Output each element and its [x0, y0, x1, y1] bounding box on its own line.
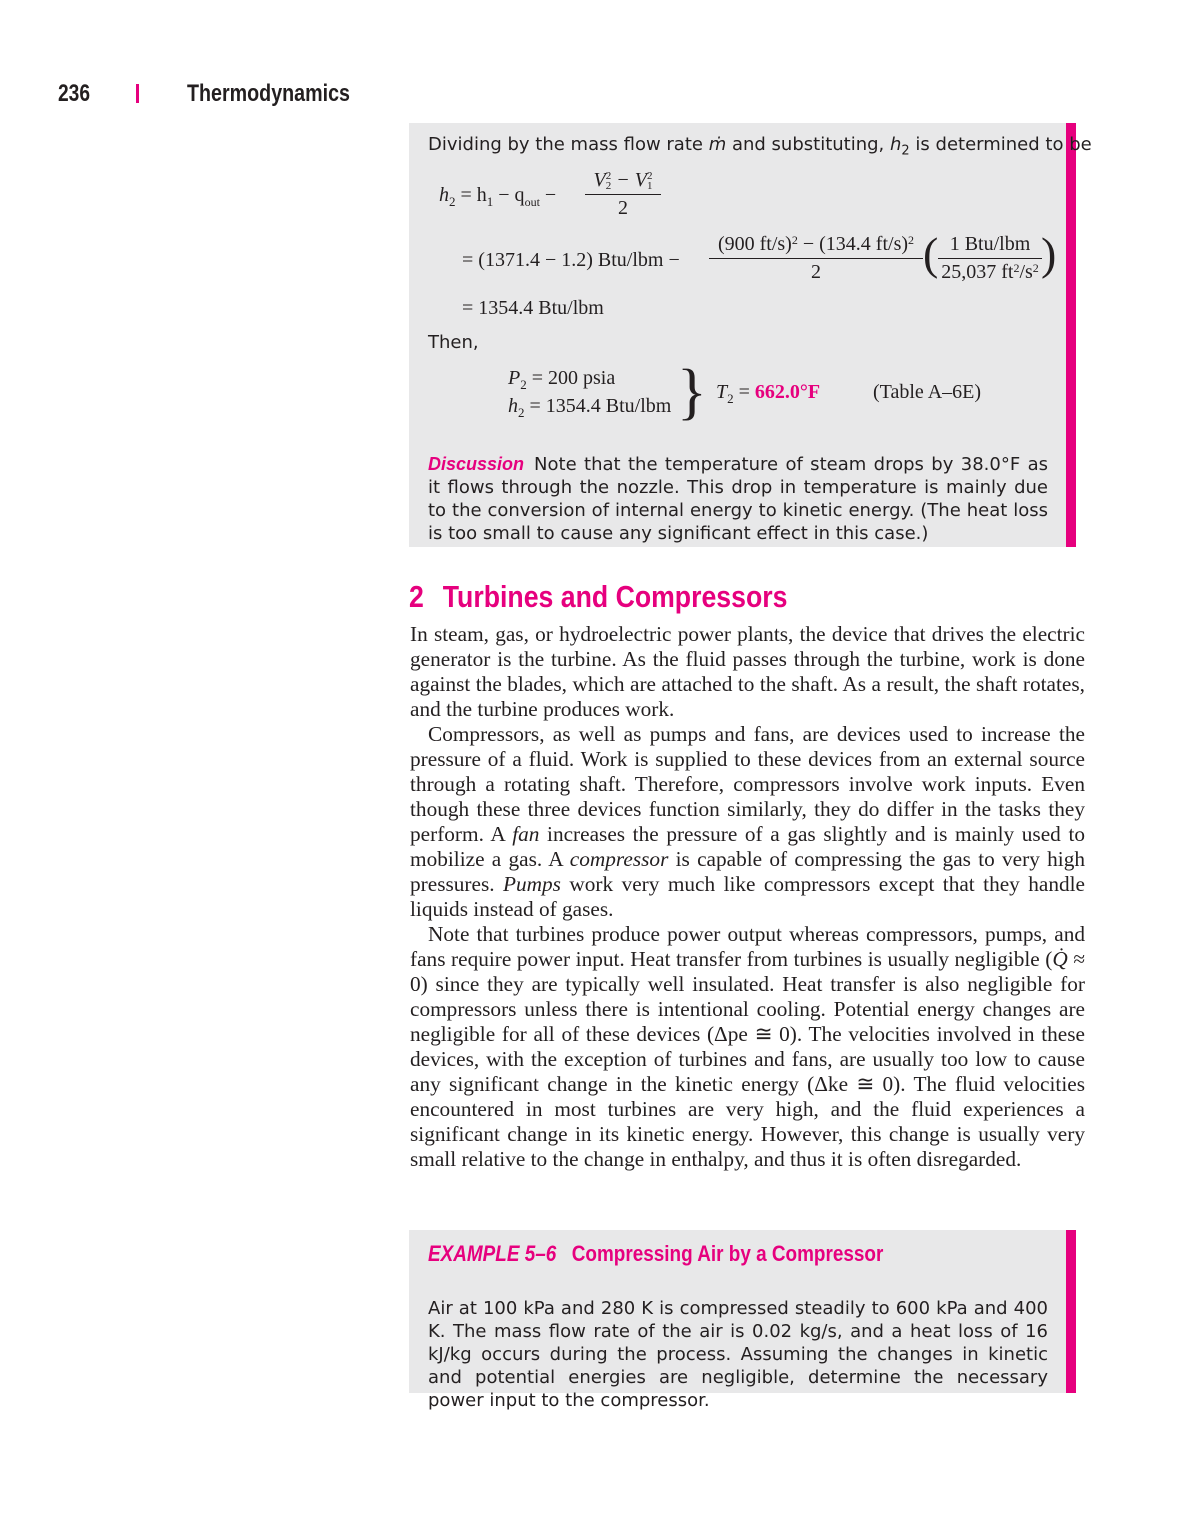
eq1-fraction-bar [585, 194, 661, 195]
conv-fraction-bar [938, 258, 1042, 259]
example-heading [428, 1241, 883, 1267]
discussion-label: Discussion [428, 454, 525, 474]
mass-flow-symbol: ṁ [708, 134, 727, 155]
conv-numerator: 1 Btu/lbm [949, 233, 1031, 255]
eq2-fraction-bar [709, 258, 923, 259]
eq2-num-sup2: 2 [908, 233, 915, 247]
eq2-num-a: (900 ft/s) [717, 233, 792, 255]
state-p2 [508, 367, 615, 390]
body-text [410, 622, 1085, 1172]
eq1-minus-v1: − V [611, 169, 647, 191]
equation-3: = 1354.4 Btu/lbm [462, 297, 604, 319]
right-brace: } [677, 358, 707, 426]
paragraph-2 [410, 722, 1085, 922]
table-reference: (Table A–6E) [873, 381, 982, 403]
p2-text-a: Compressors, as well as pumps and fans, are devices used to increase the pressure of a fluid. Work is supplied to these devices from an external source through a rotating shaft. Therefore, compressors involve work inputs. Even though these three devices function similarly, they do differ in the tasks they perform. A [410, 722, 1085, 846]
t2-equals: = [733, 381, 755, 403]
example-label: EXAMPLE 5–6 [428, 1241, 557, 1266]
equation-1-lhs [439, 184, 556, 207]
eq1-q-sub: out [524, 195, 540, 209]
example-box [409, 1230, 1076, 1411]
equation-1-fraction [585, 169, 661, 220]
p2-text-d: work very much like compressors except that they handle liquids instead of gases. [410, 872, 1085, 921]
p2-fan: fan [512, 822, 540, 846]
paragraph-1: In steam, gas, or hydroelectric power plants, the device that drives the electric generator is the turbine. As the fluid passes through the turbine, work is done against the blades, which are attached to the shaft. As a result, the shaft rotates, and the turbine produces work. [410, 622, 1085, 721]
header-divider [136, 84, 139, 103]
h2-symbol: h [890, 134, 902, 155]
eq1-v2-sub: 2 [605, 180, 612, 193]
eq1-v2: V [593, 169, 606, 191]
discussion-paragraph [428, 453, 1048, 545]
p3-text-a: Note that turbines produce power output whereas compressors, pumps, and fans require power input. Heat transfer from turbines is usually negligible ( [410, 922, 1085, 971]
h2-state-sub: 2 [518, 405, 525, 420]
conv-den-sup1: 2 [1013, 261, 1020, 275]
conv-den-mid: /s [1019, 261, 1033, 283]
eq1-h: h [439, 184, 449, 206]
intro-text-a: Dividing by the mass flow rate [428, 134, 709, 155]
state-t2 [716, 381, 820, 404]
eq1-eq-h1: = h [455, 184, 487, 206]
equation-2-fraction [709, 233, 923, 284]
intro-text-c: is determined to be [909, 134, 1092, 155]
conversion-factor [938, 233, 1042, 284]
eq2-left-paren: ( [923, 228, 939, 279]
eq1-v2-sup: 2 [605, 170, 612, 183]
p3-text-b: ≈ 0) since they are typically well insulated. Heat transfer is also negligible for compressors unless there is intentional cooling. Potential energy changes are negligible for all of these devices (Δpe ≅ 0). The velocities involved in these devices, with the exception of turbines and fans, are usually too low to cause any significant change in the kinetic energy (Δke ≅ 0). The fluid velocities encountered in most turbines are very high, and the fluid experiences a significant change in its kinetic energy. However, this change is usually very small relative to the change in enthalpy, and thus it is often disregarded. [410, 947, 1086, 1171]
eq1-v1-sup: 2 [646, 170, 653, 183]
example-title: Compressing Air by a Compressor [571, 1241, 884, 1266]
eq1-minus: − [539, 184, 557, 206]
intro-text-b: and substituting, [726, 134, 890, 155]
t2-sub: 2 [727, 391, 734, 406]
conv-denominator [938, 261, 1042, 284]
discussion-text: Note that the temperature of steam drops by 38.0°F as it flows through the nozzle. This drop in temperature is mainly due to the conversion of internal energy to kinetic energy. (The heat loss is too small to cause any significant effect in this case.) [428, 454, 1048, 544]
eq1-v1-sub: 1 [646, 180, 653, 193]
p2-text-b: increases the pressure of a gas slightly and is mainly used to mobilize a gas. A [410, 822, 1086, 871]
then-text: Then, [428, 332, 479, 353]
eq1-denominator: 2 [618, 197, 628, 219]
section-title: Turbines and Compressors [442, 579, 788, 614]
example-text: Air at 100 kPa and 280 K is compressed steadily to 600 kPa and 400 K. The mass flow rate of the air is 0.02 kg/s, and a heat loss of 16 kJ/kg occurs during the process. Assuming the changes in kinetic and potential energies are negligible, determine the necessary power input to the compressor. [428, 1298, 1048, 1411]
eq2-denominator: 2 [811, 261, 821, 283]
p2-value: = 200 psia [526, 367, 616, 389]
h2-subscript: 2 [901, 143, 910, 159]
eq1-numerator [585, 169, 661, 192]
solution-intro [428, 133, 1092, 163]
section-number: 2 [409, 579, 424, 614]
p2-text-c: is capable of compressing the gas to very high pressures. [410, 847, 1085, 896]
section-heading [409, 579, 787, 615]
eq1-h-sub: 2 [449, 194, 456, 209]
p3-q-dot: Q̇ [1052, 947, 1068, 971]
eq2-num-sup1: 2 [791, 233, 798, 247]
paragraph-3 [410, 922, 1085, 1172]
t2-symbol: T [716, 381, 728, 403]
h2-state-symbol: h [508, 395, 518, 417]
h2-state-value: = 1354.4 Btu/lbm [524, 395, 672, 417]
state-h2 [508, 395, 671, 418]
p2-symbol: P [508, 367, 521, 389]
solution-box [409, 123, 1092, 547]
p2-pumps: Pumps [503, 872, 561, 896]
eq2-num-mid: − (134.4 ft/s) [797, 233, 909, 255]
p2-sub: 2 [520, 377, 527, 392]
eq2-numerator [709, 233, 923, 256]
page-number: 236 [58, 80, 91, 107]
conv-den-a: 25,037 ft [941, 261, 1014, 283]
t2-value: 662.0°F [754, 381, 821, 403]
running-title: Thermodynamics [187, 80, 350, 107]
eq1-minus-q: − q [493, 184, 525, 206]
equation-2-lhs: = (1371.4 − 1.2) Btu/lbm − [462, 249, 680, 271]
p2-compressor: compressor [569, 847, 669, 871]
eq2-right-paren: ) [1041, 228, 1057, 279]
conv-den-sup2: 2 [1032, 261, 1039, 275]
eq1-h1-sub: 1 [486, 194, 494, 209]
